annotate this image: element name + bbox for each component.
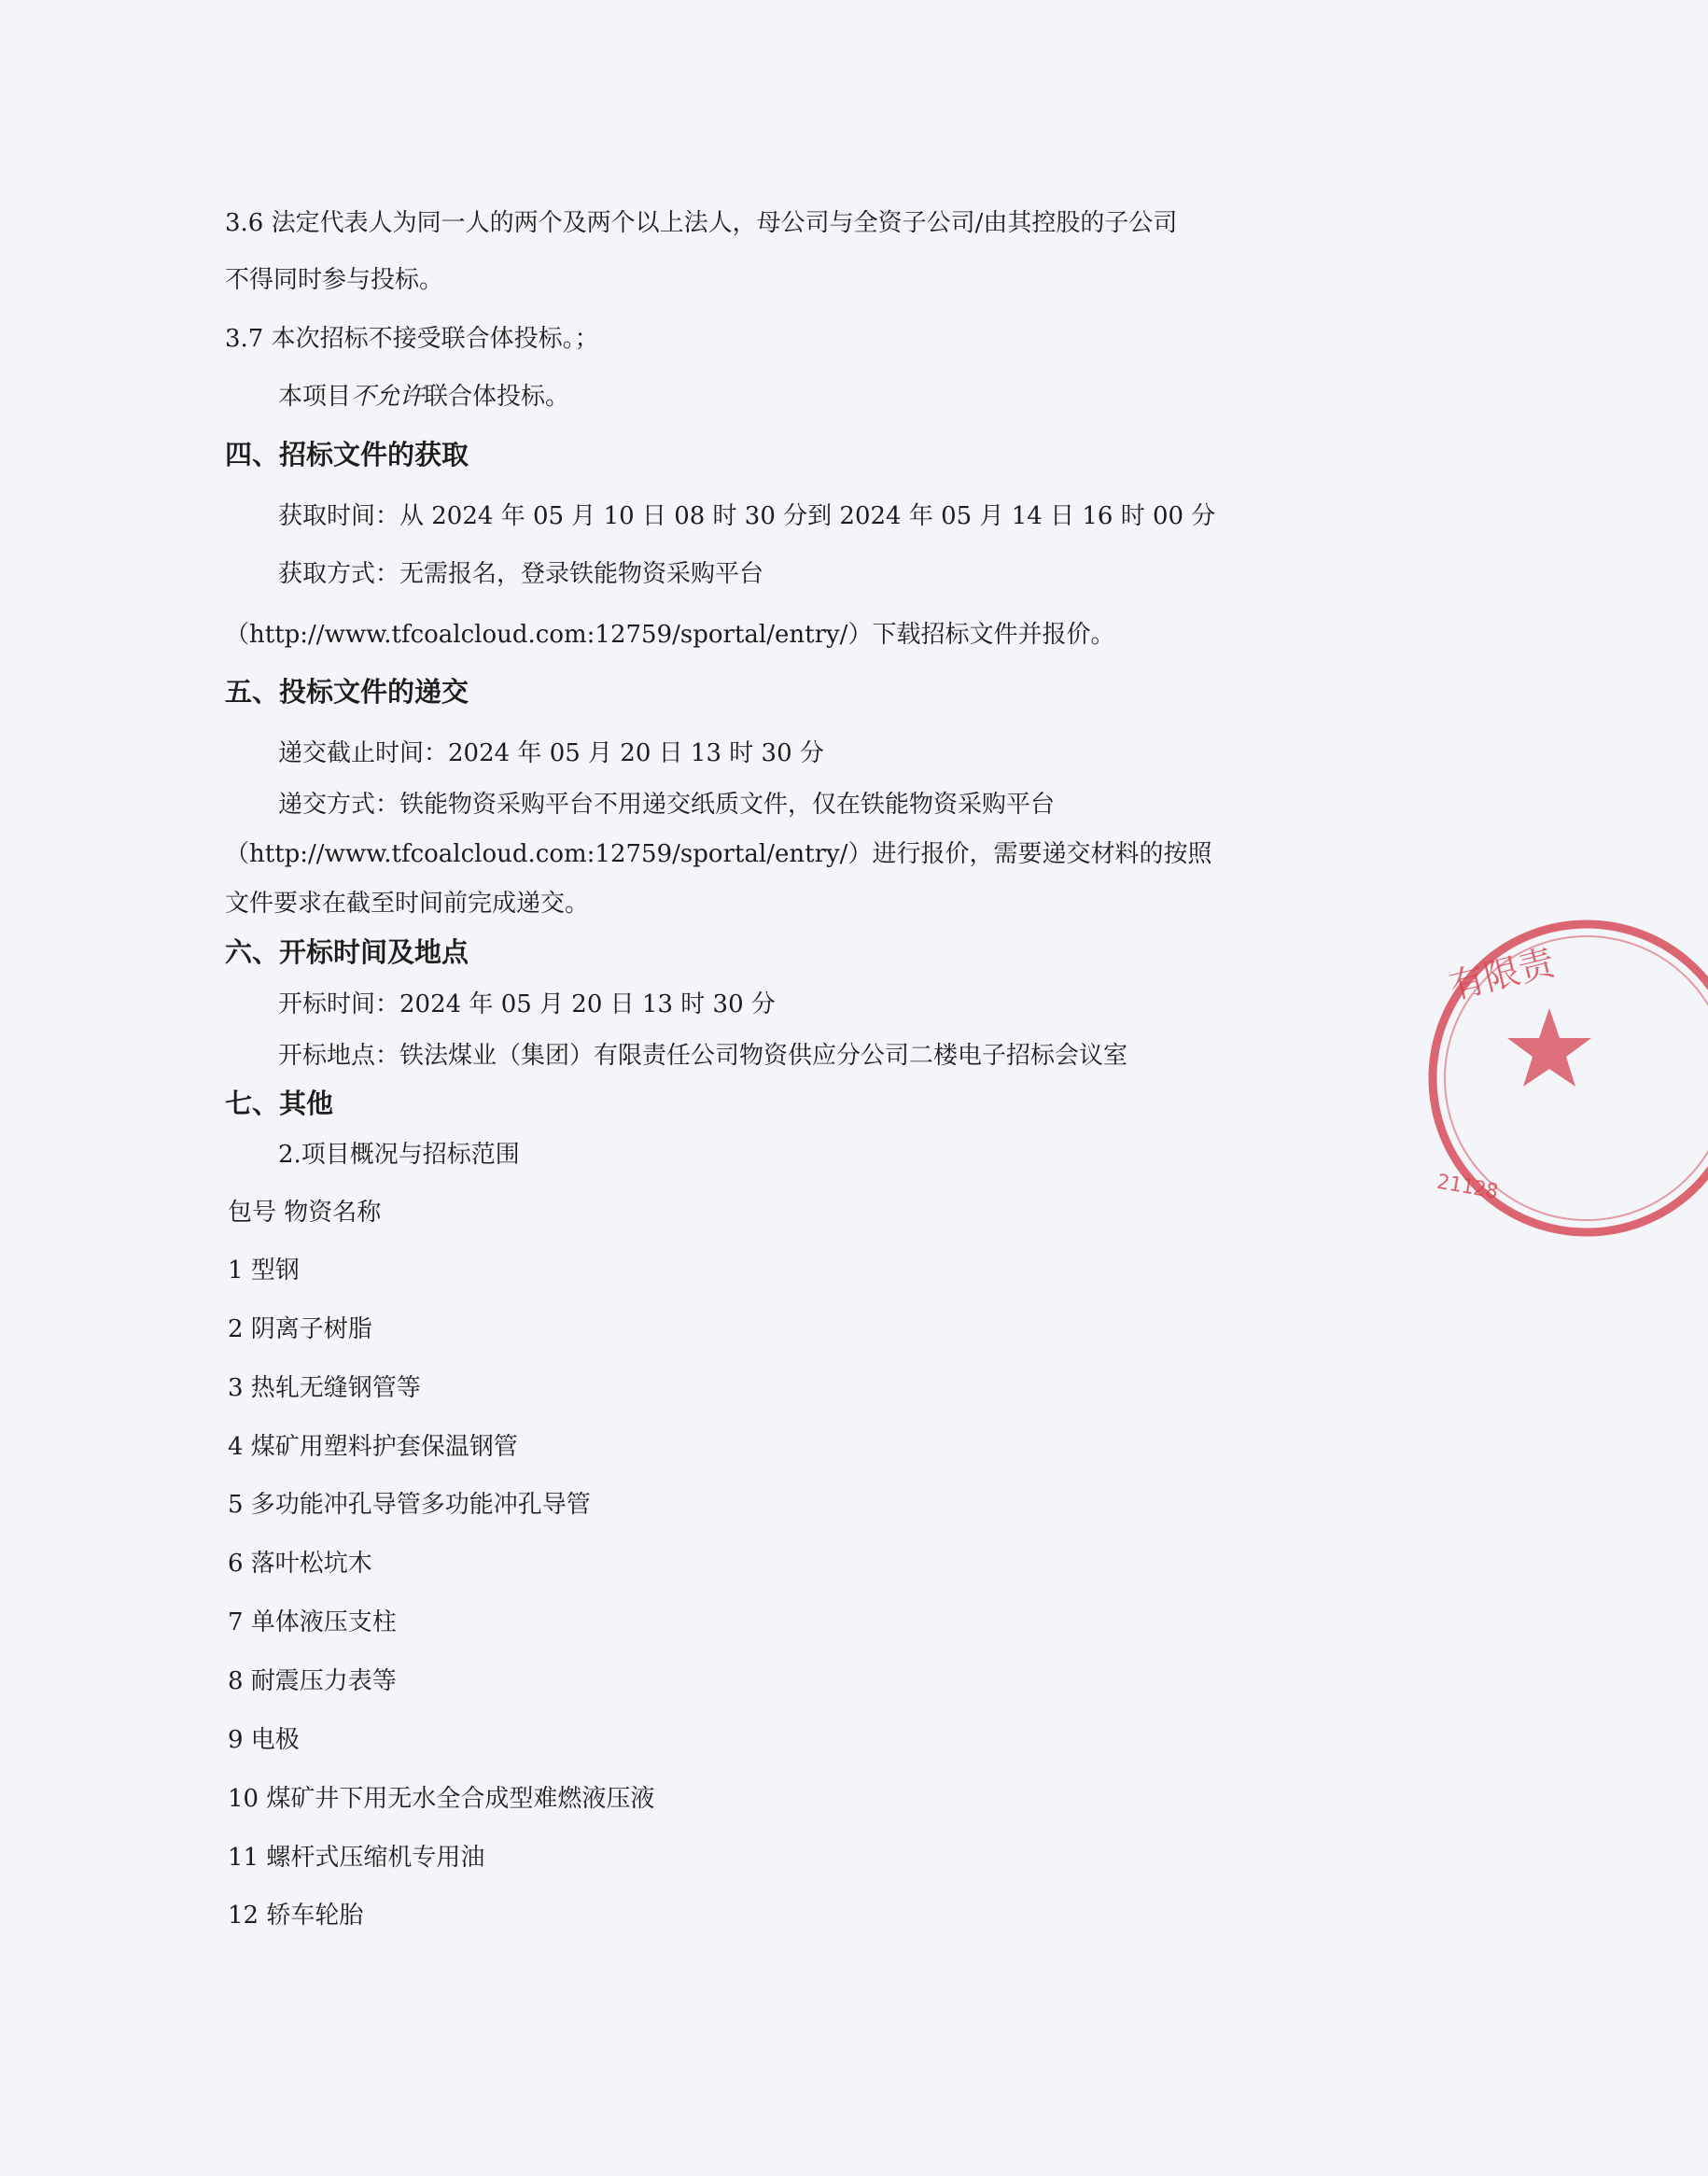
- package-item: 7 单体液压支柱: [228, 1608, 397, 1636]
- item-3-7: 3.7 本次招标不接受联合体投标。；: [225, 325, 599, 353]
- submit-method-line1: 递交方式：铁能物资采购平台不用递交纸质文件，仅在铁能物资采购平台: [278, 791, 1056, 819]
- opening-place: 开标地点：铁法煤业（集团）有限责任公司物资供应分公司二楼电子招标会议室: [278, 1042, 1128, 1070]
- company-seal: [1428, 896, 1568, 1232]
- submit-method-line3: 文件要求在截至时间前完成递交。: [225, 890, 590, 918]
- package-item: 5 多功能冲孔导管多功能冲孔导管: [228, 1491, 591, 1519]
- submit-deadline: 递交截止时间：2024 年 05 月 20 日 13 时 30 分: [278, 739, 824, 767]
- seal-number: 21128: [1435, 1170, 1501, 1204]
- package-item: 2 阴离子树脂: [228, 1315, 372, 1343]
- package-item: 11 螺杆式压缩机专用油: [228, 1844, 485, 1872]
- section5-heading: 五、投标文件的递交: [225, 676, 469, 708]
- acquire-method-line1: 获取方式：无需报名，登录铁能物资采购平台: [278, 560, 764, 588]
- package-table-header: 包号 物资名称: [228, 1199, 382, 1227]
- project-overview-subheading: 2.项目概况与招标范围: [278, 1141, 520, 1169]
- item-3-6-line2: 不得同时参与投标。: [225, 266, 444, 294]
- package-item: 12 轿车轮胎: [228, 1902, 364, 1930]
- package-item: 9 电极: [228, 1726, 300, 1754]
- consortium-value: 不允许: [351, 383, 425, 411]
- consortium-suffix: 联合体投标。: [424, 383, 570, 411]
- package-item: 1 型钢: [228, 1256, 300, 1285]
- submit-method-line2: （http://www.tfcoalcloud.com:12759/sportal/entry/）进行报价，需要递交材料的按照: [225, 840, 1212, 868]
- seal-text: 有限责: [1445, 941, 1559, 1007]
- consortium-note: [278, 381, 569, 413]
- acquire-method-line2: （http://www.tfcoalcloud.com:12759/sportal/entry/）下载招标文件并报价。: [225, 621, 1115, 649]
- package-item: 8 耐震压力表等: [228, 1667, 397, 1695]
- package-item: 4 煤矿用塑料护套保温钢管: [228, 1433, 518, 1461]
- section7-heading: 七、其他: [225, 1088, 334, 1119]
- section4-heading: 四、招标文件的获取: [225, 439, 469, 470]
- opening-time: 开标时间：2024 年 05 月 20 日 13 时 30 分: [278, 990, 776, 1018]
- item-3-6-line1: 3.6 法定代表人为同一人的两个及两个以上法人，母公司与全资子公司/由其控股的子公司: [225, 209, 1178, 237]
- acquire-time: 获取时间：从 2024 年 05 月 10 日 08 时 30 分到 2024 年 05 月 14 日 16 时 00 分: [278, 502, 1216, 530]
- package-item: 3 热轧无缝钢管等: [228, 1374, 421, 1402]
- package-item: 6 落叶松坑木: [228, 1550, 372, 1578]
- consortium-prefix: 本项目: [278, 383, 352, 411]
- package-item: 10 煤矿井下用无水全合成型难燃液压液: [228, 1785, 655, 1813]
- section6-heading: 六、开标时间及地点: [225, 936, 469, 968]
